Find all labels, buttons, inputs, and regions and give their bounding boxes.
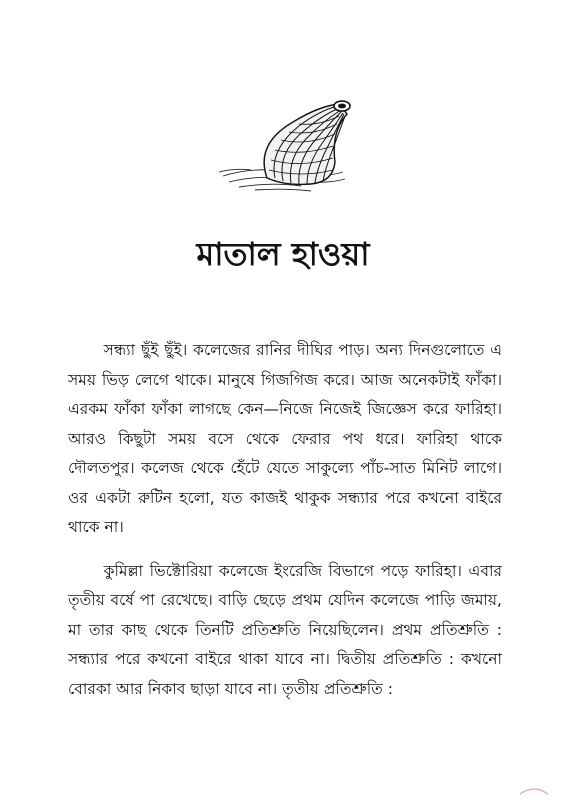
paragraph-2: কুমিল্লা ভিক্টোরিয়া কলেজে ইংরেজি বিভাগে পড়ে ফারিহা। এবার তৃতীয় বর্ষে পা রেখেছে। বাড়ি ছেড়ে প্রথম যেদিন কলেজে পাড়ি জমায়, মা তার কাছ থেকে তিনটি প্রতিশ্রুতি নিয়েছিলেন। প্রথম প্রতিশ্রুতি : সন্ধ্যার পরে কখনো বাইরে থাকা যাবে না। দ্বিতীয় প্রতিশ্রুতি : কখনো বোরকা আর নিকাব ছাড়া যাবে না। তৃতীয় প্রতিশ্রুতি : xyxy=(68,561,502,698)
woven-fish-trap-illustration xyxy=(215,92,365,202)
chapter-title: মাতাল হাওয়া xyxy=(196,235,370,273)
paragraph-1: সন্ধ্যা ছুঁই ছুঁই। কলেজের রানির দীঘির পাড়। অন্য দিনগুলোতে এ সময় ভিড় লেগে থাকে। মানুষে গিজগিজ করে। আজ অনেকটাই ফাঁকা। এরকম ফাঁকা ফাঁকা লাগছে কেন—নিজে নিজেই জিজ্ঞেস করে ফারিহা। আরও কিছুটা সময় বসে থেকে ফেরার পথ ধরে। ফারিহা থাকে দৌলতপুর। কলেজ থেকে হেঁটে যেতে সাকুল্যে পাঁচ-সাত মিনিট লাগে। ওর একটা রুটিন হলো, যত কাজই থাকুক সন্ধ্যার পরে কখনো বাইরে থাকে না। xyxy=(68,341,502,536)
page-corner-mark xyxy=(516,782,552,796)
chapter-body xyxy=(68,336,502,718)
